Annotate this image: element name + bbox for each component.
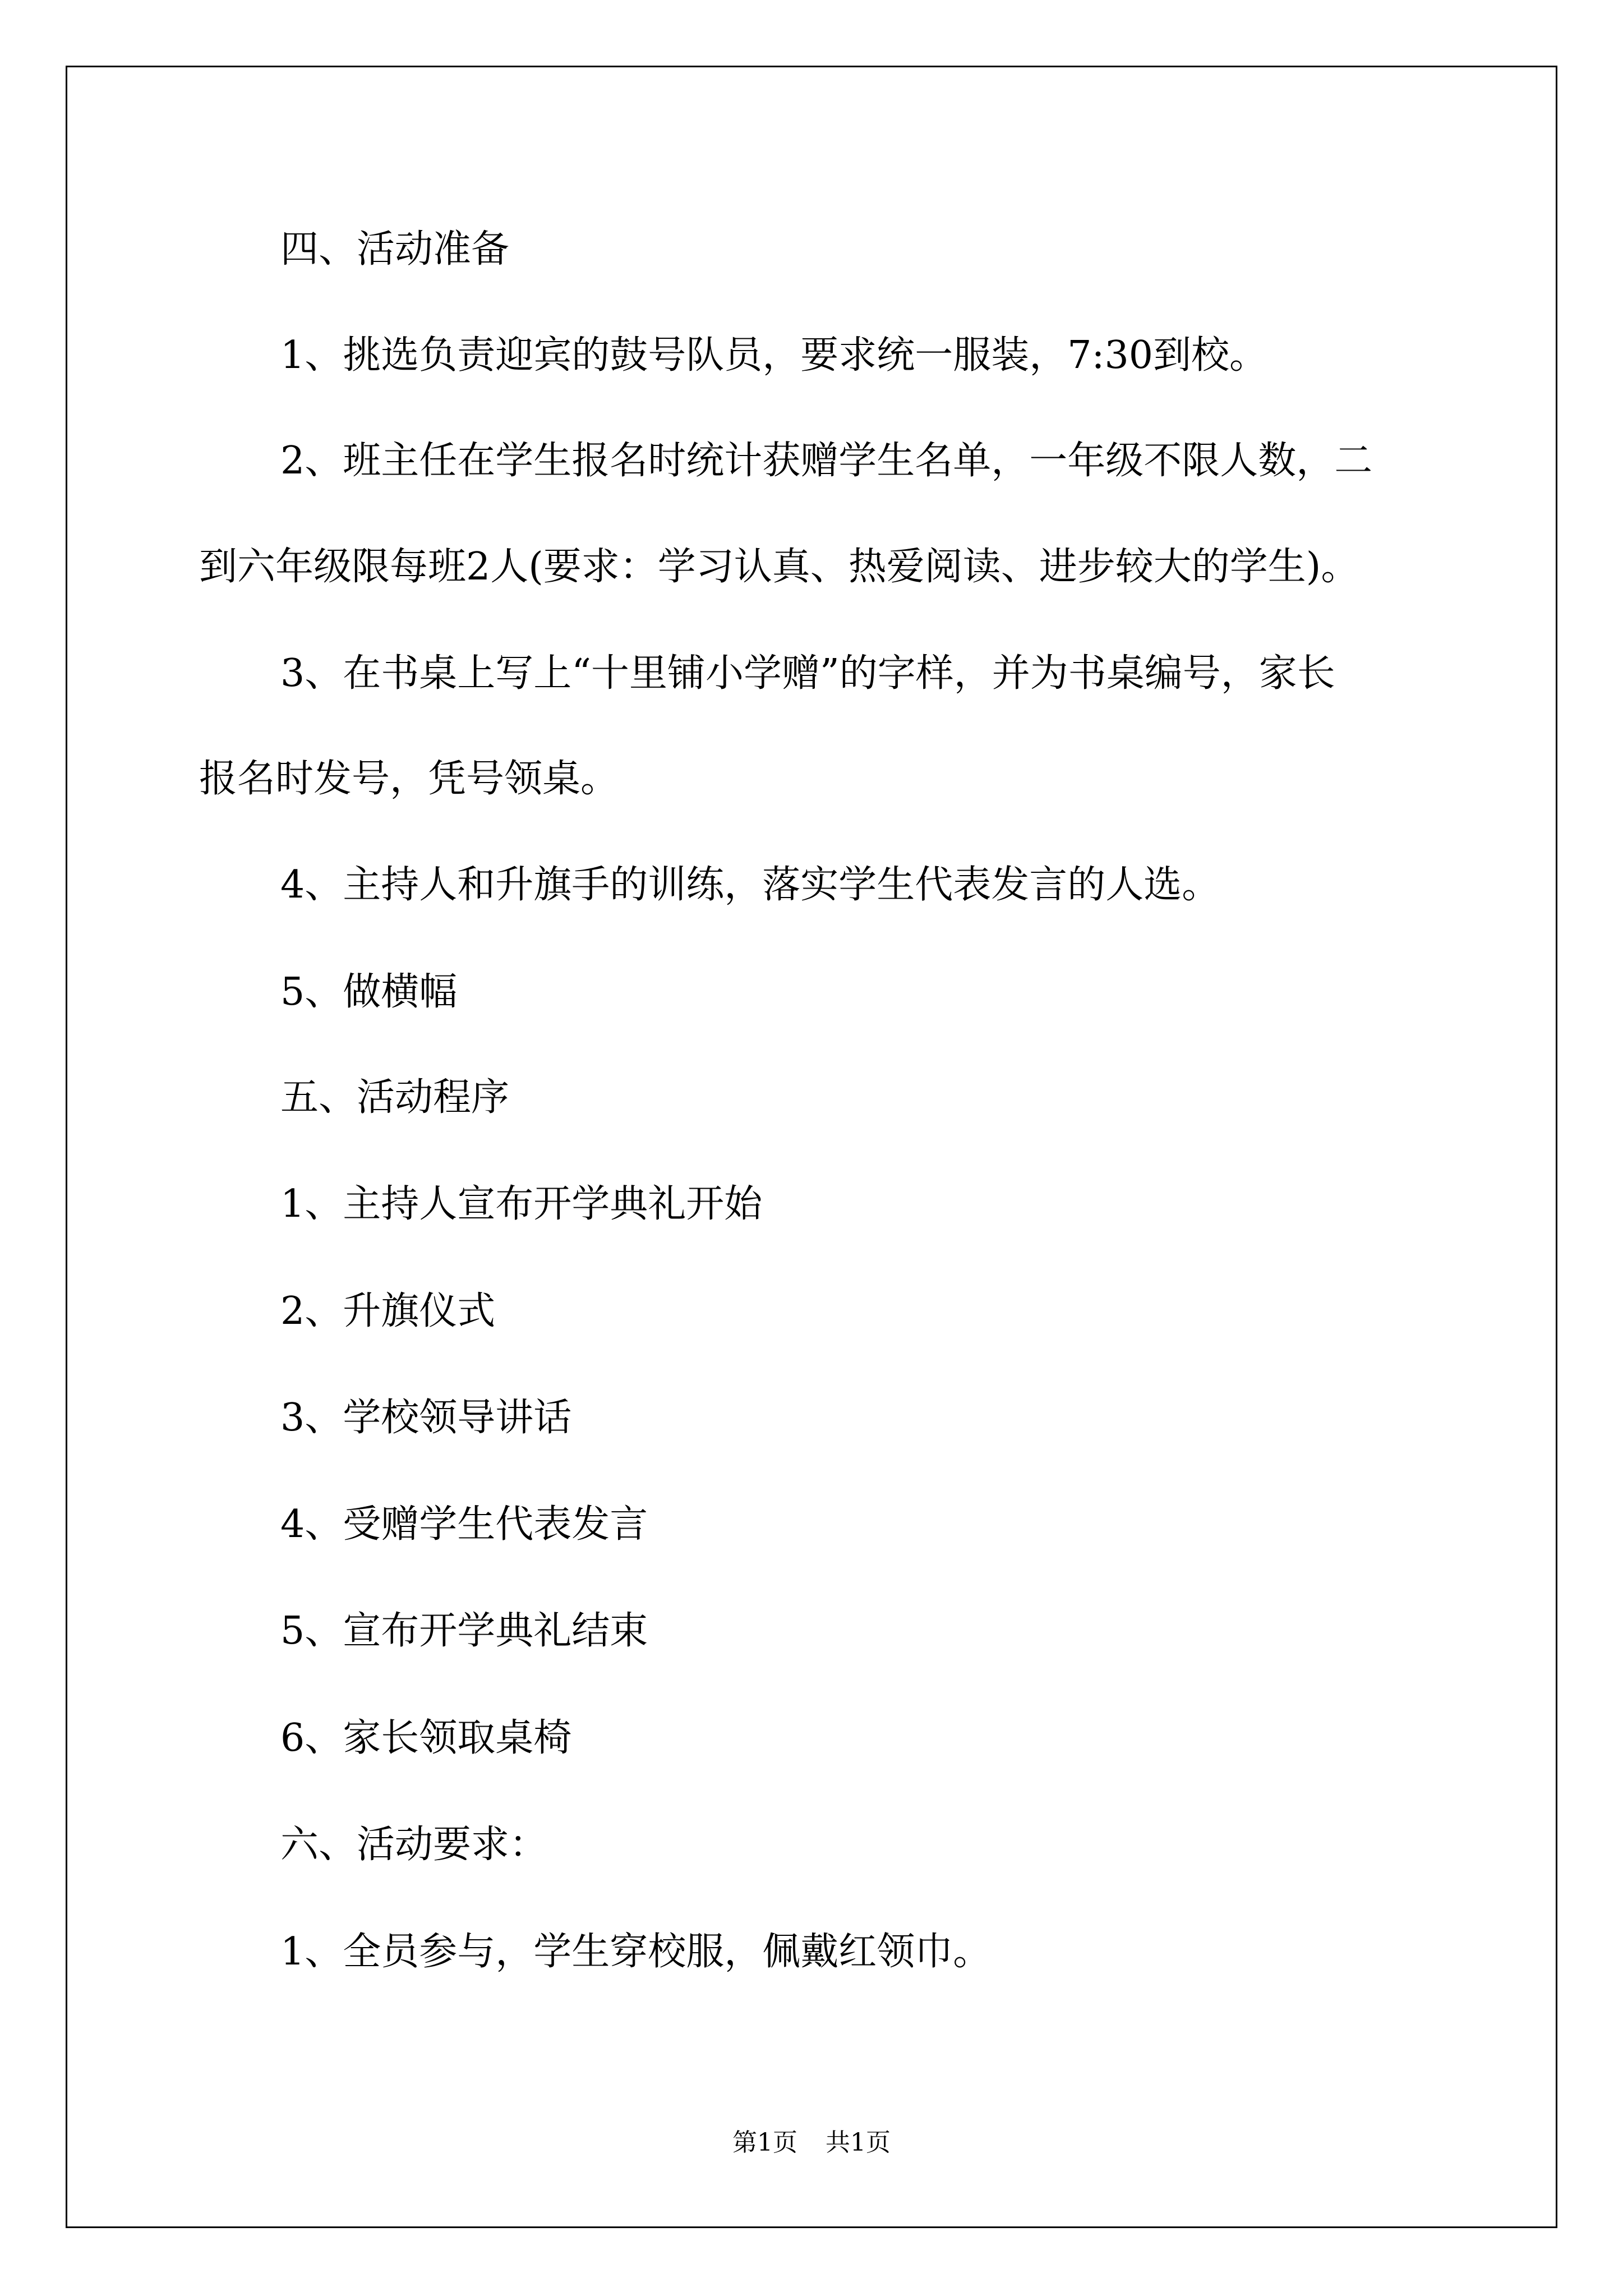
paragraph-line-continued: 报名时发号，凭号领桌。 xyxy=(199,757,619,801)
section-heading-procedure: 五、活动程序 xyxy=(280,1075,510,1120)
page-border xyxy=(66,66,1557,2228)
list-item: 5、宣布开学典礼结束 xyxy=(280,1609,648,1653)
page-number-current: 第1页 xyxy=(732,2128,797,2157)
section-heading-requirements: 六、活动要求： xyxy=(280,1823,548,1867)
list-item: 4、受赠学生代表发言 xyxy=(280,1502,648,1547)
page-number-total: 共1页 xyxy=(826,2128,891,2157)
list-item: 1、全员参与，学生穿校服，佩戴红领巾。 xyxy=(280,1930,992,1974)
paragraph-line: 1、挑选负责迎宾的鼓号队员，要求统一服装，7:30到校。 xyxy=(280,333,1267,378)
paragraph-line: 2、班主任在学生报名时统计获赠学生名单，一年级不限人数，二 xyxy=(280,439,1373,483)
paragraph-line: 5、做横幅 xyxy=(280,970,458,1014)
section-heading-preparation: 四、活动准备 xyxy=(280,227,510,272)
list-item: 6、家长领取桌椅 xyxy=(280,1716,572,1760)
paragraph-line: 4、主持人和升旗手的训练，落实学生代表发言的人选。 xyxy=(280,863,1220,907)
paragraph-line: 3、在书桌上写上“十里铺小学赠”的字样，并为书桌编号，家长 xyxy=(280,651,1335,696)
list-item: 3、学校领导讲话 xyxy=(280,1396,572,1440)
list-item: 1、主持人宣布开学典礼开始 xyxy=(280,1182,763,1226)
list-item: 2、升旗仪式 xyxy=(280,1289,496,1333)
page-footer xyxy=(0,2128,1623,2157)
paragraph-line-continued: 到六年级限每班2人(要求：学习认真、热爱阅读、进步较大的学生)。 xyxy=(199,545,1359,589)
